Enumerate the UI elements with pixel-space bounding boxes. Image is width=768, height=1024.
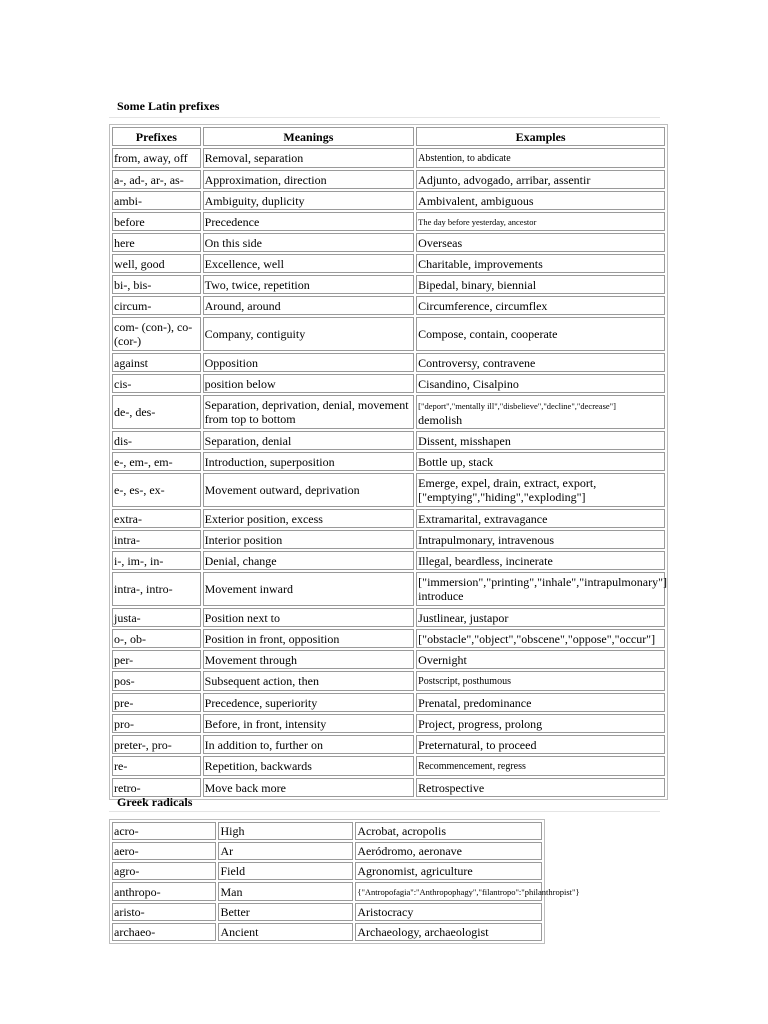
- latin-prefixes-title: Some Latin prefixes: [117, 99, 220, 113]
- prefix-cell: com- (con-), co-(cor-): [112, 317, 201, 351]
- greek-radicals-table: [109, 819, 580, 944]
- example-text: Project, progress, prolong: [418, 716, 543, 731]
- prefix-cell: intra-: [112, 530, 201, 549]
- example-cell: [416, 778, 665, 797]
- example-text: Retrospective: [418, 780, 485, 795]
- example-text: Justlinear, justapor: [418, 610, 509, 625]
- meaning-cell: Precedence: [203, 212, 415, 231]
- prefix-cell: de-, des-: [112, 395, 201, 429]
- table-row: [112, 275, 665, 294]
- example-text: Charitable, improvements: [418, 256, 543, 271]
- example-text: Recommencement, regress: [418, 761, 526, 772]
- table-row: [112, 473, 665, 507]
- meaning-cell: Man: [218, 882, 353, 901]
- example-text: Intrapulmonary, intravenous: [418, 532, 555, 547]
- prefix-cell: archaeo-: [112, 923, 216, 941]
- greek-title-divider: [109, 811, 660, 812]
- example-cell: [416, 735, 665, 754]
- example-text: Illegal, beardless, incinerate: [418, 553, 553, 568]
- meaning-cell: Repetition, backwards: [203, 756, 415, 776]
- meaning-cell: Excellence, well: [203, 254, 415, 273]
- table-row: [112, 296, 665, 315]
- table-row: [112, 693, 665, 712]
- example-text: Aristocracy: [357, 905, 414, 919]
- prefix-cell: well, good: [112, 254, 201, 273]
- example-cell: [416, 148, 665, 168]
- table-row: [112, 822, 542, 840]
- table-row: [112, 714, 665, 733]
- meaning-cell: Company, contiguity: [203, 317, 415, 351]
- table-row: [112, 452, 665, 471]
- prefix-cell: pos-: [112, 671, 201, 691]
- meaning-cell: Ancient: [218, 923, 353, 941]
- meaning-cell: Interior position: [203, 530, 415, 549]
- example-cell: [416, 233, 665, 252]
- prefix-cell: aristo-: [112, 903, 216, 921]
- prefix-cell: per-: [112, 650, 201, 669]
- example-text-line2: introduce: [418, 589, 464, 603]
- meaning-cell: Move back more: [203, 778, 415, 797]
- meaning-cell: Better: [218, 903, 353, 921]
- column-header: Prefixes: [112, 127, 201, 146]
- table-row: [112, 923, 542, 941]
- example-text: ["immersion","printing","inhale","intrapulmonary"]: [418, 575, 667, 589]
- prefix-cell: i-, im-, in-: [112, 551, 201, 570]
- prefix-cell: here: [112, 233, 201, 252]
- meaning-cell: Before, in front, intensity: [203, 714, 415, 733]
- table-row: [112, 735, 665, 754]
- meaning-cell: Two, twice, repetition: [203, 275, 415, 294]
- example-cell: [416, 608, 665, 627]
- example-cell: [355, 842, 542, 860]
- table-row: [112, 903, 542, 921]
- meaning-cell: Movement inward: [203, 572, 415, 606]
- example-text: Bipedal, binary, biennial: [418, 277, 537, 292]
- meaning-cell: Position in front, opposition: [203, 629, 415, 648]
- prefix-cell: ambi-: [112, 191, 201, 210]
- example-text: {"Antropofagia":"Anthropophagy","filantropo":"philanthropist"}: [357, 887, 580, 897]
- example-cell: [416, 212, 665, 231]
- meaning-cell: Separation, deprivation, denial, movement from top to bottom: [203, 395, 415, 429]
- example-text: Adjunto, advogado, arribar, assentir: [418, 172, 591, 187]
- greek-radicals-title: Greek radicals: [117, 795, 193, 809]
- example-cell: [355, 903, 542, 921]
- meaning-cell: Exterior position, excess: [203, 509, 415, 528]
- prefix-cell: bi-, bis-: [112, 275, 201, 294]
- table-row: [112, 572, 665, 606]
- prefix-cell: intra-, intro-: [112, 572, 201, 606]
- example-text: Overseas: [418, 235, 463, 250]
- table-row: [112, 212, 665, 231]
- prefix-cell: pre-: [112, 693, 201, 712]
- example-text: Aeródromo, aeronave: [357, 844, 462, 858]
- example-text: Ambivalent, ambiguous: [418, 193, 534, 208]
- example-cell: [416, 671, 665, 691]
- prefix-cell: preter-, pro-: [112, 735, 201, 754]
- table-row: [112, 509, 665, 528]
- example-cell: [416, 756, 665, 776]
- table-row: [112, 650, 665, 669]
- table-row: [112, 395, 665, 429]
- meaning-cell: position below: [203, 374, 415, 393]
- example-cell: [416, 693, 665, 712]
- example-cell: [416, 629, 665, 648]
- example-cell: [416, 374, 665, 393]
- prefix-cell: aero-: [112, 842, 216, 860]
- prefix-cell: from, away, off: [112, 148, 201, 168]
- example-cell: [416, 170, 665, 189]
- example-cell: [416, 530, 665, 549]
- example-text: Circumference, circumflex: [418, 298, 548, 313]
- meaning-cell: Separation, denial: [203, 431, 415, 450]
- example-text: Compose, contain, cooperate: [418, 327, 558, 341]
- prefix-cell: e-, es-, ex-: [112, 473, 201, 507]
- example-cell: [416, 317, 665, 351]
- prefix-cell: o-, ob-: [112, 629, 201, 648]
- table-row: [112, 882, 542, 901]
- meaning-cell: Precedence, superiority: [203, 693, 415, 712]
- table-row: [112, 191, 665, 210]
- example-text: The day before yesterday, ancestor: [418, 217, 537, 227]
- example-text: Acrobat, acropolis: [357, 824, 446, 838]
- prefix-cell: cis-: [112, 374, 201, 393]
- meaning-cell: In addition to, further on: [203, 735, 415, 754]
- table-row: [112, 551, 665, 570]
- meaning-cell: Ar: [218, 842, 353, 860]
- example-text: Archaeology, archaeologist: [357, 925, 489, 939]
- table-row: [112, 431, 665, 450]
- example-cell: [355, 923, 542, 941]
- example-text: Extramarital, extravagance: [418, 511, 548, 526]
- meaning-cell: Position next to: [203, 608, 415, 627]
- prefix-cell: re-: [112, 756, 201, 776]
- meaning-cell: Denial, change: [203, 551, 415, 570]
- example-cell: [416, 509, 665, 528]
- table-row: [112, 353, 665, 372]
- example-text: Emerge, expel, drain, extract, export,: [418, 476, 597, 490]
- example-cell: [355, 882, 580, 901]
- prefix-cell: dis-: [112, 431, 201, 450]
- latin-title-divider: [109, 117, 660, 118]
- example-text: ["obstacle","object","obscene","oppose","occur"]: [418, 631, 656, 646]
- prefix-cell: against: [112, 353, 201, 372]
- table-row: [112, 608, 665, 627]
- example-cell: [416, 551, 665, 570]
- meaning-cell: Approximation, direction: [203, 170, 415, 189]
- example-cell: [355, 862, 542, 880]
- example-cell: [416, 254, 665, 273]
- example-cell: [416, 452, 665, 471]
- example-text: Preternatural, to proceed: [418, 737, 537, 752]
- prefix-cell: anthropo-: [112, 882, 216, 901]
- meaning-cell: Movement outward, deprivation: [203, 473, 415, 507]
- example-cell: [416, 714, 665, 733]
- prefix-cell: pro-: [112, 714, 201, 733]
- column-header: Examples: [416, 127, 665, 146]
- example-text-small: ["deport","mentally ill","disbelieve","decline","decrease"]: [418, 400, 616, 411]
- example-cell: [416, 395, 665, 429]
- meaning-cell: On this side: [203, 233, 415, 252]
- meaning-cell: Removal, separation: [203, 148, 415, 168]
- example-text: Overnight: [418, 652, 467, 667]
- table-row: [112, 530, 665, 549]
- example-cell: [416, 650, 665, 669]
- prefix-cell: agro-: [112, 862, 216, 880]
- example-cell: [355, 822, 542, 840]
- example-text-line2: ["emptying","hiding","exploding"]: [418, 490, 586, 504]
- latin-prefixes-table: [109, 124, 668, 800]
- table-row: [112, 862, 542, 880]
- example-text: Bottle up, stack: [418, 454, 494, 469]
- example-cell: [416, 572, 665, 606]
- table-row: [112, 756, 665, 776]
- example-text: Postscript, posthumous: [418, 676, 511, 687]
- column-header: Meanings: [203, 127, 415, 146]
- example-cell: [416, 191, 665, 210]
- meaning-cell: Ambiguity, duplicity: [203, 191, 415, 210]
- table-row: [112, 671, 665, 691]
- example-text: Controversy, contravene: [418, 355, 536, 370]
- example-cell: [416, 353, 665, 372]
- meaning-cell: Subsequent action, then: [203, 671, 415, 691]
- table-row: [112, 842, 542, 860]
- example-text: Prenatal, predominance: [418, 695, 532, 710]
- meaning-cell: Field: [218, 862, 353, 880]
- meaning-cell: Opposition: [203, 353, 415, 372]
- table-row: [112, 254, 665, 273]
- example-cell: [416, 296, 665, 315]
- meaning-cell: High: [218, 822, 353, 840]
- table-row: [112, 778, 665, 797]
- example-text: demolish: [418, 412, 463, 427]
- example-cell: [416, 431, 665, 450]
- header-row: [112, 127, 665, 146]
- table-row: [112, 317, 665, 351]
- meaning-cell: Around, around: [203, 296, 415, 315]
- table-row: [112, 148, 665, 168]
- example-cell: [416, 473, 665, 507]
- prefix-cell: a-, ad-, ar-, as-: [112, 170, 201, 189]
- example-text: Abstention, to abdicate: [418, 153, 511, 164]
- table-row: [112, 170, 665, 189]
- example-cell: [416, 275, 665, 294]
- example-text: Cisandino, Cisalpino: [418, 376, 519, 391]
- meaning-cell: Introduction, superposition: [203, 452, 415, 471]
- table-row: [112, 629, 665, 648]
- prefix-cell: e-, em-, em-: [112, 452, 201, 471]
- prefix-cell: retro-: [112, 778, 201, 797]
- example-text: Agronomist, agriculture: [357, 864, 473, 878]
- prefix-cell: circum-: [112, 296, 201, 315]
- table-row: [112, 374, 665, 393]
- prefix-cell: before: [112, 212, 201, 231]
- prefix-cell: justa-: [112, 608, 201, 627]
- prefix-cell: extra-: [112, 509, 201, 528]
- table-row: [112, 233, 665, 252]
- meaning-cell: Movement through: [203, 650, 415, 669]
- example-text: Dissent, misshapen: [418, 433, 511, 448]
- prefix-cell: acro-: [112, 822, 216, 840]
